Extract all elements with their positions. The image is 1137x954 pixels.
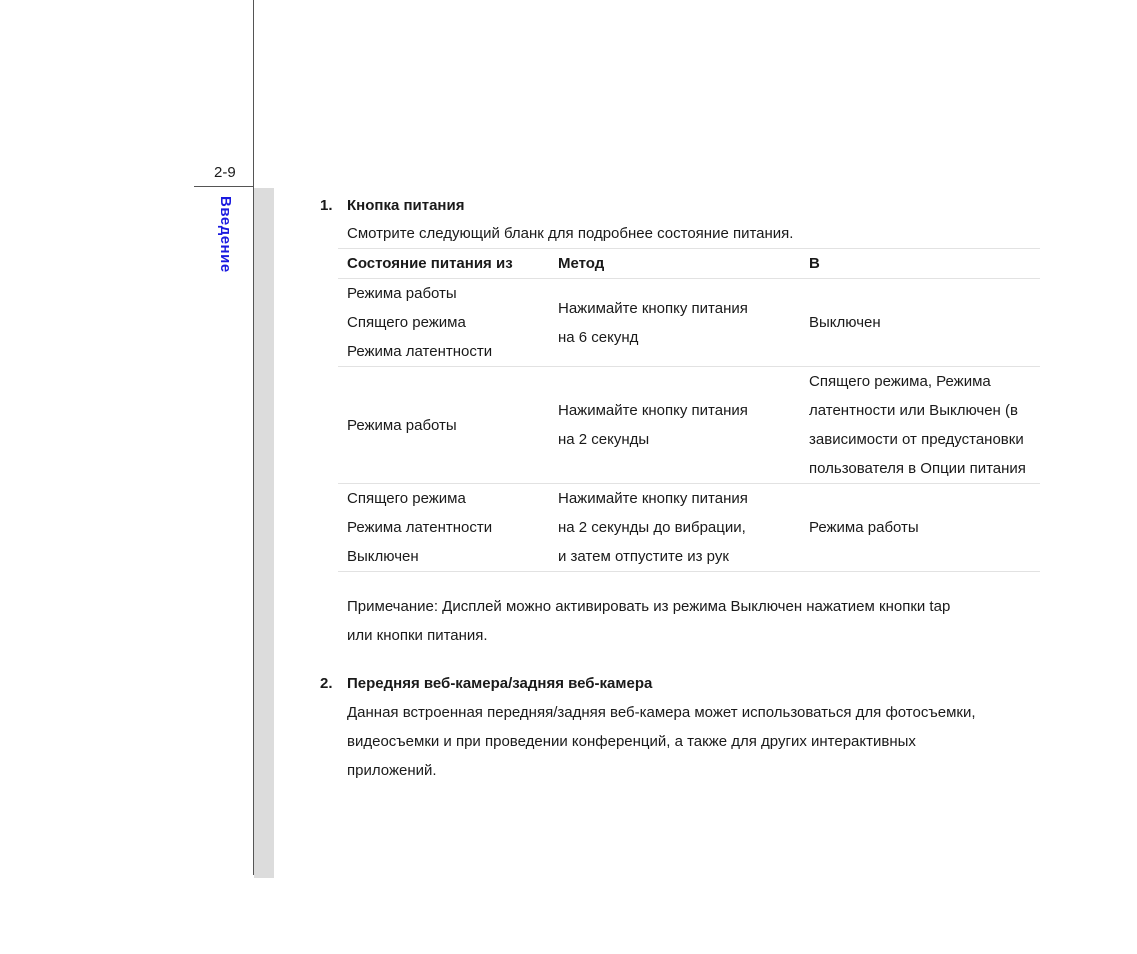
cell-line: Нажимайте кнопку питания <box>558 299 748 317</box>
cell-line: Режима латентности <box>347 519 493 536</box>
cell-from <box>338 279 549 367</box>
page-number: 2-9 <box>214 164 236 181</box>
page-number-rule <box>194 186 254 187</box>
cell-from <box>338 367 549 484</box>
item-1-number: 1. <box>320 197 333 214</box>
cell-to <box>800 484 1040 572</box>
cell-line: Нажимайте кнопку питания <box>558 402 748 419</box>
header-from: Состояние питания из <box>338 249 549 279</box>
table-row <box>338 279 1040 367</box>
note-line: Примечание: Дисплей можно активировать из режима Выключен нажатием кнопки tap <box>347 598 951 615</box>
body-line: Данная встроенная передняя/задняя веб-камера может использоваться для фотосъемки, <box>347 704 976 721</box>
cell-line: Спящего режима <box>347 490 466 507</box>
item-2-number: 2. <box>320 675 333 692</box>
cell-line: Выключен <box>809 314 881 331</box>
cell-to <box>800 367 1040 484</box>
item-1-note <box>347 592 950 650</box>
cell-method <box>549 484 800 572</box>
power-state-table <box>338 248 1040 572</box>
cell-line: и затем отпустите из рук <box>558 548 729 565</box>
header-method: Метод <box>549 249 800 279</box>
cell-line: Нажимайте кнопку питания <box>558 490 748 507</box>
cell-line: Режима работы <box>347 416 457 434</box>
cell-to <box>800 279 1040 367</box>
cell-line: Спящего режима <box>347 314 466 331</box>
cell-line: Режима латентности <box>347 343 493 360</box>
cell-from <box>338 484 549 572</box>
cell-line: Выключен <box>347 548 419 565</box>
body-line: приложений. <box>347 762 437 779</box>
cell-line: Спящего режима, Режима <box>809 373 991 390</box>
table-row <box>338 484 1040 572</box>
cell-line: латентности или Выключен (в <box>809 402 1018 419</box>
cell-line: пользователя в Опции питания <box>809 460 1026 477</box>
cell-line: на 2 секунды до вибрации, <box>558 519 746 536</box>
cell-line: на 2 секунды <box>558 431 650 448</box>
cell-line: на 6 секунд <box>558 328 639 346</box>
item-1-intro: Смотрите следующий бланк для подробнее состояние питания. <box>347 225 794 242</box>
item-1-title: Кнопка питания <box>347 197 465 214</box>
table-header-row <box>338 249 1040 279</box>
cell-method <box>549 279 800 367</box>
margin-gray-bar <box>254 188 274 878</box>
note-line: или кнопки питания. <box>347 627 488 644</box>
section-tab: Введение <box>217 196 234 273</box>
cell-method <box>549 367 800 484</box>
table-row <box>338 367 1040 484</box>
item-2-body <box>347 698 976 785</box>
cell-line: Режима работы <box>809 519 919 536</box>
cell-line: Режима работы <box>347 285 457 302</box>
body-line: видеосъемки и при проведении конференций, а также для других интерактивных <box>347 733 916 750</box>
item-2-title: Передняя веб-камера/задняя веб-камера <box>347 675 653 692</box>
cell-line: зависимости от предустановки <box>809 431 1024 448</box>
header-to: В <box>800 249 1040 279</box>
